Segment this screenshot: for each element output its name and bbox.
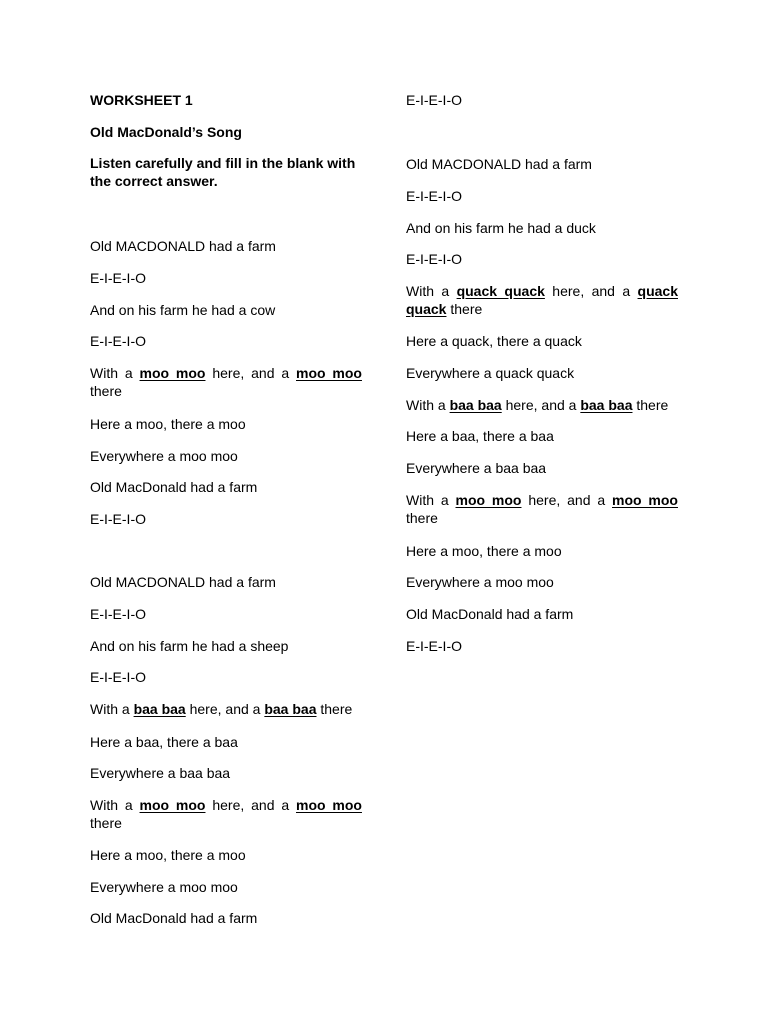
lyric-text: E-I-E-I-O	[90, 511, 146, 527]
lyric-text: Here a moo, there a moo	[90, 847, 246, 863]
answer-blank: moo moo	[296, 797, 362, 813]
worksheet-line	[406, 282, 678, 318]
worksheet-line	[90, 700, 362, 718]
answer-blank: baa baa	[133, 701, 186, 717]
lyric-text: here, and a	[185, 701, 265, 717]
lyric-text: Everywhere a moo moo	[406, 574, 554, 590]
worksheet-line	[90, 415, 362, 433]
lyric-text: Here a moo, there a moo	[406, 543, 562, 559]
lyric-text: there	[406, 510, 438, 526]
lyric-text: E-I-E-I-O	[406, 638, 462, 654]
lyric-text: Old MacDonald’s Song	[90, 124, 242, 140]
lyric-text: Everywhere a moo moo	[90, 879, 238, 895]
answer-blank: moo moo	[139, 365, 206, 381]
lyric-text: Everywhere a quack quack	[406, 365, 575, 381]
lyric-text: E-I-E-I-O	[406, 251, 462, 267]
lyric-text: E-I-E-I-O	[90, 606, 146, 622]
lyric-text: Old MacDonald had a farm	[406, 606, 574, 622]
worksheet-line	[90, 846, 362, 864]
worksheet-line	[406, 427, 678, 445]
lyric-text: here, and a	[544, 283, 638, 299]
worksheet-line	[90, 733, 362, 751]
worksheet-line	[406, 573, 678, 591]
answer-blank: quack quack	[406, 283, 678, 317]
lyric-text: Old MacDonald had a farm	[90, 479, 258, 495]
lyric-text: Old MacDonald had a farm	[90, 910, 258, 926]
answer-blank: baa baa	[580, 397, 633, 413]
worksheet-line	[406, 637, 678, 655]
worksheet-line	[90, 269, 362, 287]
lyric-text: E-I-E-I-O	[406, 188, 462, 204]
lyric-text: here, and a	[205, 365, 296, 381]
lyric-text: E-I-E-I-O	[406, 92, 462, 108]
lyric-text: E-I-E-I-O	[90, 270, 146, 286]
lyric-text: Here a quack, there a quack	[406, 333, 582, 349]
worksheet-line	[90, 668, 362, 686]
worksheet-line	[90, 478, 362, 496]
lyric-text: Old MACDONALD had a farm	[90, 238, 276, 254]
answer-blank: moo moo	[139, 797, 206, 813]
worksheet-line	[90, 796, 362, 832]
answer-blank: moo moo	[612, 492, 678, 508]
lyric-text: E-I-E-I-O	[90, 669, 146, 685]
worksheet-line	[90, 237, 362, 255]
worksheet-line	[90, 364, 362, 400]
worksheet-line	[406, 187, 678, 205]
lyric-text: And on his farm he had a duck	[406, 220, 596, 236]
worksheet-line	[406, 219, 678, 237]
worksheet-line	[90, 909, 362, 927]
answer-blank: moo moo	[455, 492, 522, 508]
worksheet-line	[90, 637, 362, 655]
answer-blank: baa baa	[264, 701, 317, 717]
lyric-text: there	[632, 397, 669, 413]
worksheet-line	[90, 301, 362, 319]
answer-blank: moo moo	[296, 365, 362, 381]
lyric-text: Here a moo, there a moo	[90, 416, 246, 432]
worksheet-line	[90, 123, 362, 141]
lyric-text: there	[90, 383, 122, 399]
lyric-text: Here a baa, there a baa	[90, 734, 238, 750]
worksheet-line	[406, 542, 678, 560]
answer-blank: quack quack	[456, 283, 545, 299]
lyric-text: Old MACDONALD had a farm	[406, 156, 592, 172]
lyric-text: Listen carefully and fill in the blank with the correct answer.	[90, 155, 356, 189]
worksheet-line	[90, 764, 362, 782]
lyric-text: Everywhere a moo moo	[90, 448, 238, 464]
lyric-text: there	[90, 815, 122, 831]
lyric-text: here, and a	[205, 797, 296, 813]
worksheet-line	[406, 155, 678, 173]
lyric-text: WORKSHEET 1	[90, 92, 193, 108]
worksheet-line	[406, 605, 678, 623]
worksheet-line	[406, 396, 678, 414]
worksheet-line	[406, 364, 678, 382]
lyric-text: Everywhere a baa baa	[90, 765, 231, 781]
lyric-text: With a	[406, 492, 456, 508]
lyric-text: E-I-E-I-O	[90, 333, 146, 349]
worksheet-line	[406, 91, 678, 109]
lyric-text: With a	[90, 797, 140, 813]
worksheet-line	[90, 91, 362, 109]
worksheet-line	[90, 605, 362, 623]
lyric-text: Old MACDONALD had a farm	[90, 574, 276, 590]
worksheet-line	[90, 332, 362, 350]
lyric-text: there	[446, 301, 483, 317]
worksheet-line	[90, 154, 362, 190]
lyric-text: With a	[406, 283, 457, 299]
worksheet-line	[406, 459, 678, 477]
worksheet-line	[406, 491, 678, 527]
worksheet-line	[406, 250, 678, 268]
worksheet-line	[90, 447, 362, 465]
lyric-text: With a	[406, 397, 450, 413]
lyric-text: And on his farm he had a cow	[90, 302, 276, 318]
lyric-text: With a	[90, 365, 140, 381]
lyric-text: Here a baa, there a baa	[406, 428, 554, 444]
worksheet-line	[406, 332, 678, 350]
answer-blank: baa baa	[449, 397, 502, 413]
lyric-text: there	[316, 701, 353, 717]
lyric-text: And on his farm he had a sheep	[90, 638, 289, 654]
worksheet-line	[90, 573, 362, 591]
worksheet-line	[90, 878, 362, 896]
lyric-text: With a	[90, 701, 134, 717]
lyric-text: Everywhere a baa baa	[406, 460, 547, 476]
lyric-text: here, and a	[501, 397, 581, 413]
worksheet-line	[90, 510, 362, 528]
lyric-text: here, and a	[521, 492, 612, 508]
